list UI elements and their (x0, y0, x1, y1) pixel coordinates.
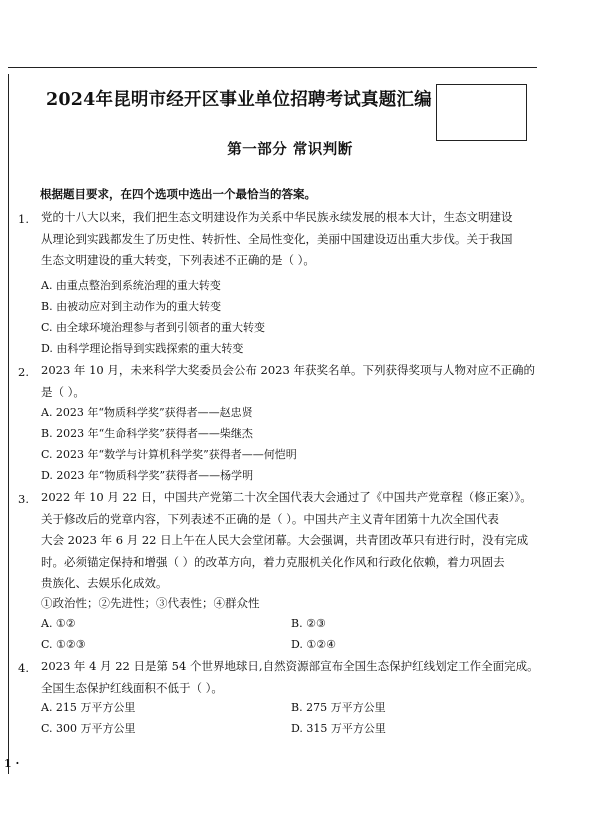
stem-line: 从理论到实践都发生了历史性、转折性、全局性变化，美丽中国建设迈出重大步伐。关于我国 (41, 231, 513, 246)
option-d: D. 2023 年“物质科学奖”获得者——杨学明 (41, 469, 254, 482)
option-c: C. 由全球环境治理参与者到引领者的重大转变 (41, 321, 266, 334)
option-b: B. 2023 年“生命科学奖”获得者——柴继杰 (41, 427, 253, 440)
option-c: C. 2023 年“数学与计算机科学奖”获得者——何恺明 (41, 448, 297, 461)
stem-line: 生态文明建设的重大转变，下列表述不正确的是（ ）。 (41, 253, 315, 267)
option-c: C. 300 万平方公里 (41, 722, 136, 735)
stem-line: 全国生态保护红线面积不低于（ ）。 (41, 680, 223, 695)
page-number: 1 · (4, 757, 20, 770)
stem-line: 关于修改后的党章内容，下列表述不正确的是（ ）。中国共产主义青年团第十九次全国代表 (41, 511, 499, 526)
section-title: 第一部分 常识判断 (227, 141, 353, 158)
question-stem (41, 487, 541, 595)
option-b: B. 由被动应对到主动作为的重大转变 (41, 300, 222, 313)
option-a: A. 215 万平方公里 (41, 701, 136, 714)
stamp-box (436, 84, 527, 141)
stem-line: 是（ ）。 (41, 384, 85, 399)
option-b: B. 275 万平方公里 (291, 701, 386, 714)
top-rule (8, 67, 537, 68)
question-number: 1. (18, 212, 29, 226)
stem-line: 2023 年 4 月 22 日是第 54 个世界地球日,自然资源部宣布全国生态保护红线划定工作全面完成。 (41, 659, 539, 673)
option-d: D. 315 万平方公里 (291, 722, 386, 735)
question-stem (41, 207, 541, 272)
option-c: C. ①②③ (41, 638, 86, 651)
option-a: A. 2023 年“物质科学奖”获得者——赵忠贤 (41, 406, 253, 419)
question-stem (41, 656, 541, 699)
question-stem (41, 360, 541, 403)
option-a: A. 由重点整治到系统治理的重大转变 (41, 279, 221, 292)
document-title: 2024年昆明市经开区事业单位招聘考试真题汇编 (46, 90, 432, 110)
section-instructions: 根据题目要求，在四个选项中选出一个最恰当的答案。 (40, 187, 316, 201)
question-number: 2. (18, 365, 29, 379)
stem-line: 2023 年 10 月，未来科学大奖委员会公布 2023 年获奖名单。下列获得奖项与人物对应不正确的 (41, 363, 535, 377)
stem-line: 2022 年 10 月 22 日，中国共产党第二十次全国代表大会通过了《中国共产党章程（修正案）》。 (41, 490, 532, 504)
choice-list: ①政治性；②先进性；③代表性；④群众性 (41, 596, 260, 610)
left-margin-rule (8, 74, 9, 774)
stem-line: 时。必须锚定保持和增强（ ）的改革方向，着力克服机关化作风和行政化依赖，着力巩固去 (41, 554, 505, 569)
option-b: B. ②③ (291, 617, 326, 630)
question-number: 3. (18, 492, 29, 506)
option-a: A. ①② (41, 617, 76, 630)
stem-line: 贵族化、去娱乐化成效。 (41, 576, 168, 590)
option-d: D. 由科学理论指导到实践探索的重大转变 (41, 342, 244, 355)
stem-line: 大会 2023 年 6 月 22 日上午在人民大会堂闭幕。大会强调，共青团改革只有进行时，没有完成 (41, 533, 529, 547)
option-d: D. ①②④ (291, 638, 337, 651)
stem-line: 党的十八大以来，我们把生态文明建设作为关系中华民族永续发展的根本大计，生态文明建设 (41, 210, 513, 224)
question-number: 4. (18, 661, 29, 675)
